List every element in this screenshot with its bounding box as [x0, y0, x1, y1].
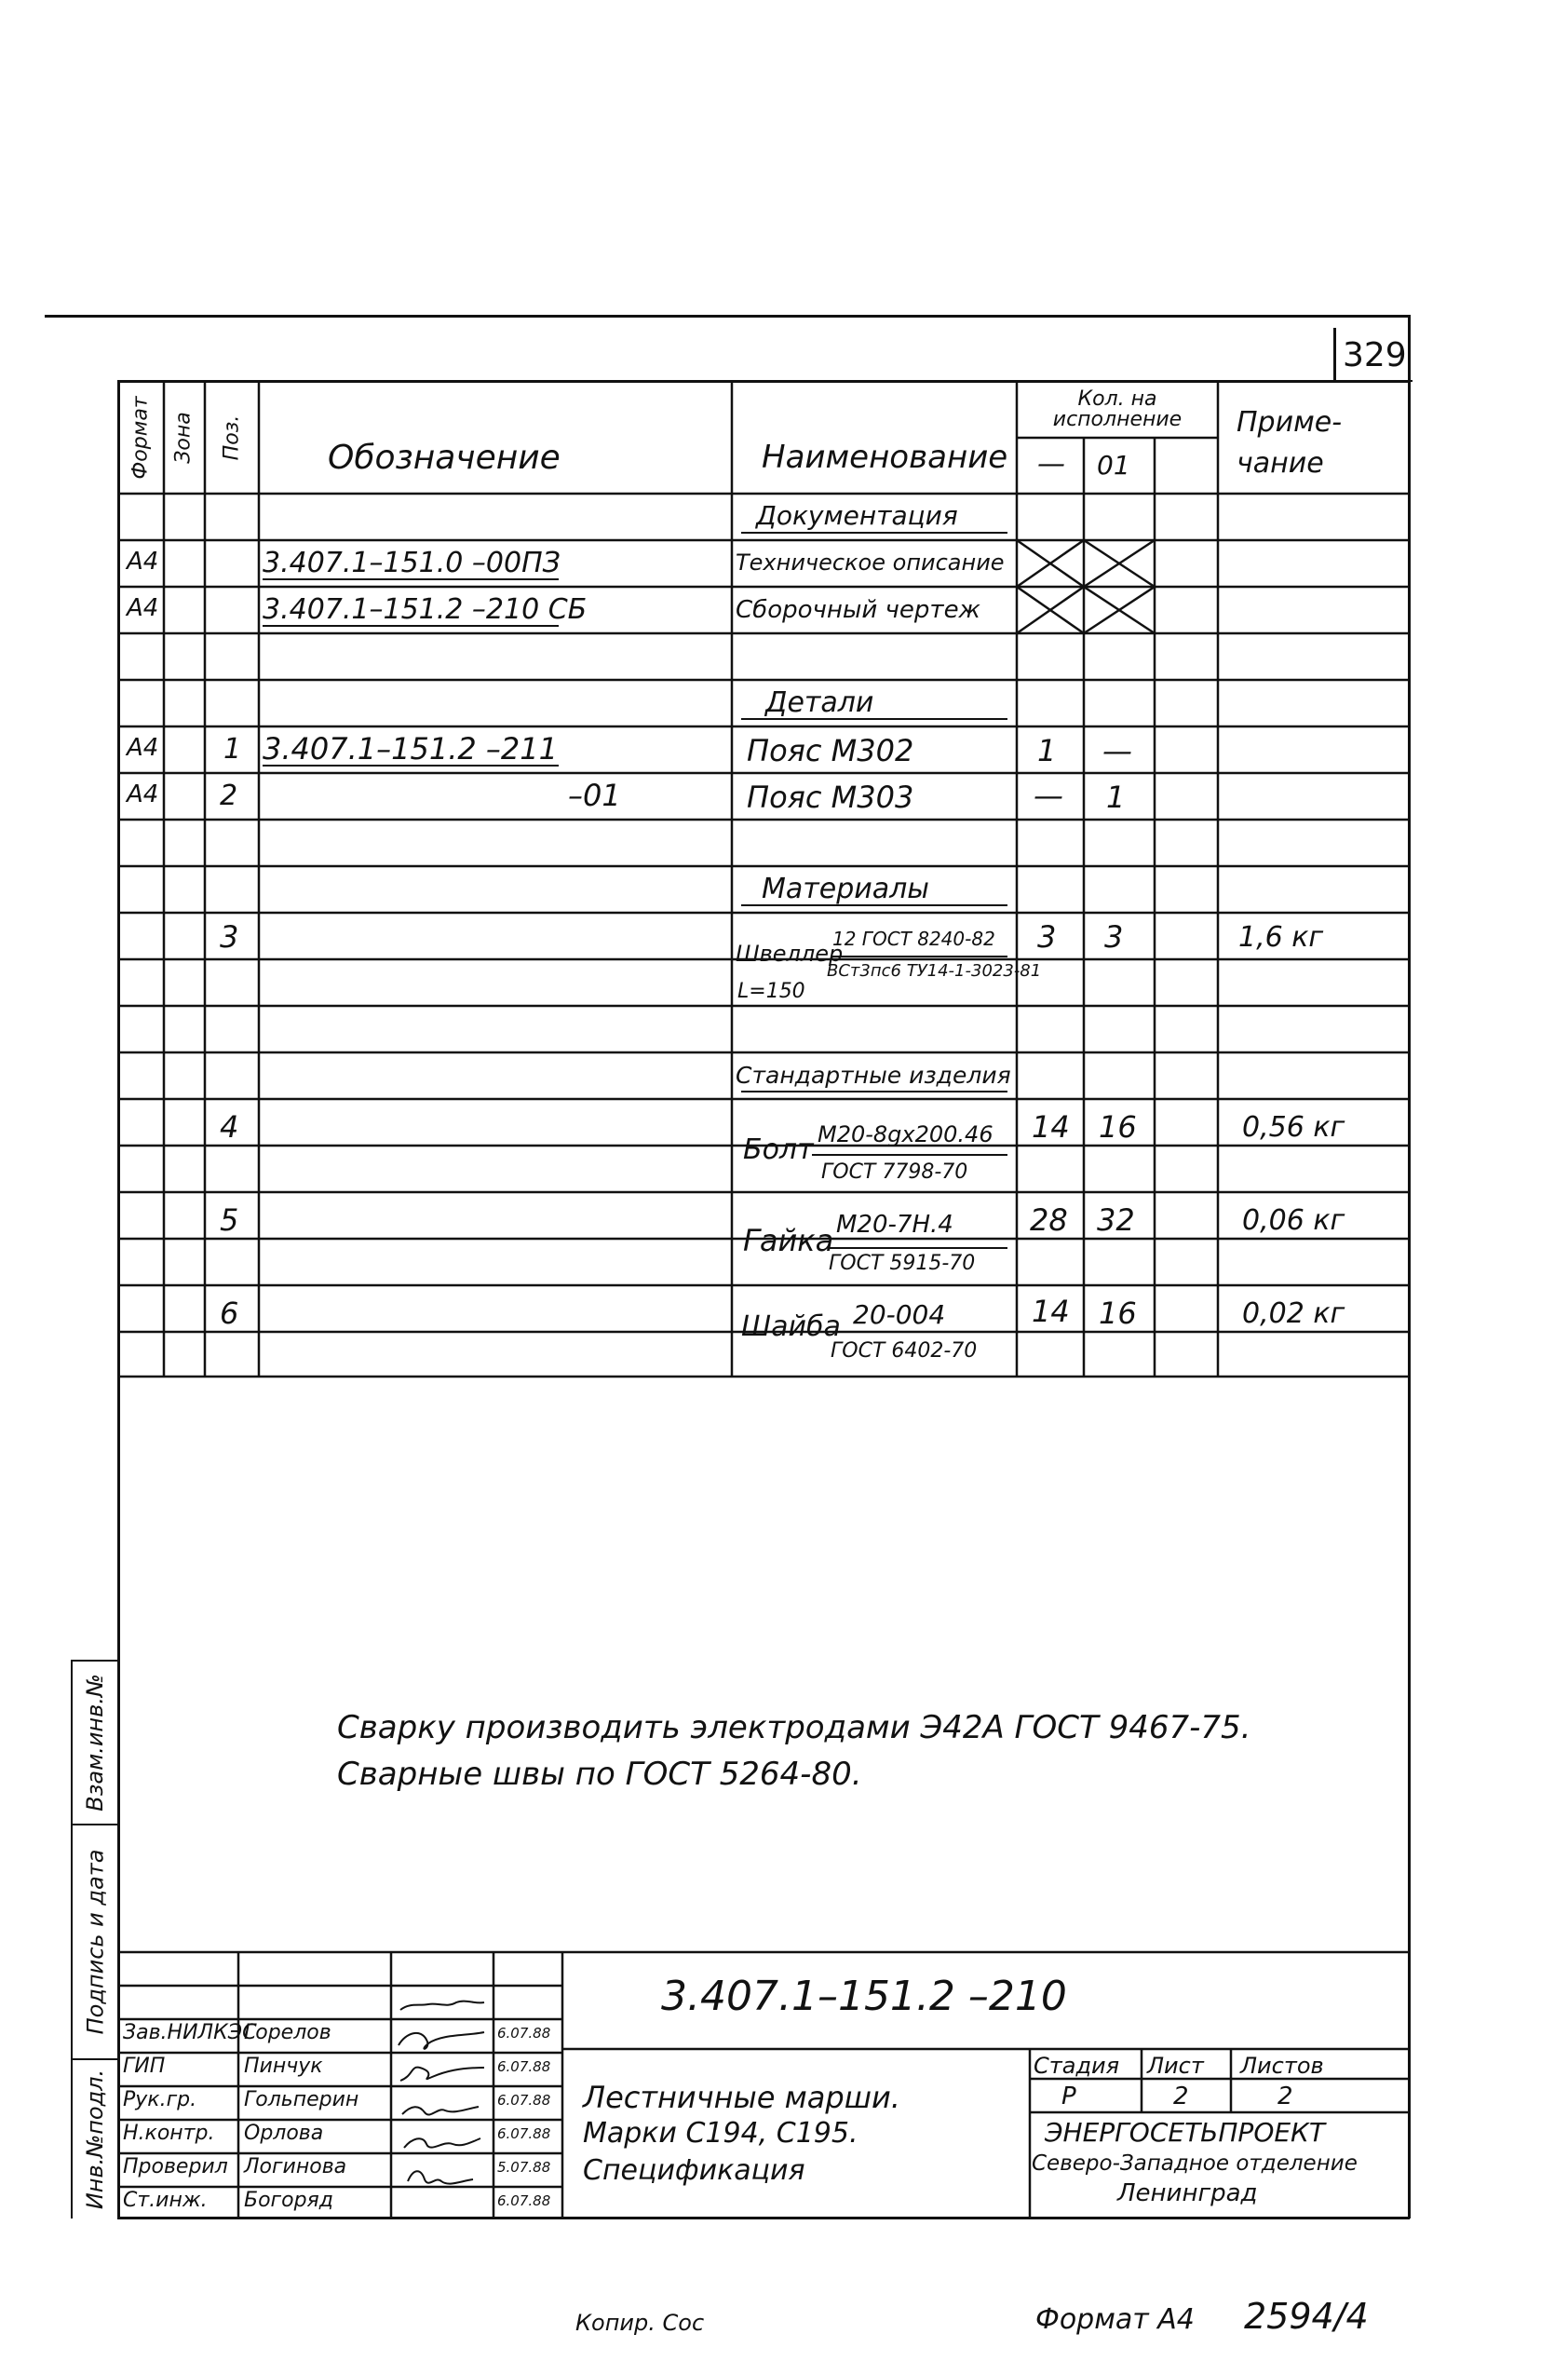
signer-name-2: Пинчук	[244, 2055, 323, 2078]
sheet-number: 329	[1343, 336, 1407, 374]
note-welding-seams: Сварные швы по ГОСТ 5264-80.	[337, 1756, 862, 1793]
org-name: ЭНЕРГОСЕТЬПРОЕКТ	[1045, 2117, 1326, 2148]
sheets-value: 2	[1277, 2083, 1293, 2110]
stage-label: Стадия	[1034, 2053, 1120, 2079]
section-details: Детали	[765, 686, 874, 719]
row4-q2: 1	[1106, 780, 1126, 815]
signer-date-1: 6.07.88	[497, 2025, 551, 2042]
header-name: Наименование	[762, 439, 1008, 476]
row5-name-top: 12 ГОСТ 8240-82	[832, 928, 995, 950]
signature-6	[408, 2171, 473, 2183]
footer-archive: 2594/4	[1244, 2296, 1369, 2337]
row4-designation: –01	[568, 778, 621, 813]
org-division: Северо-Западное отделение	[1032, 2151, 1358, 2176]
signer-role-2: ГИП	[123, 2055, 166, 2078]
row6-name-top: М20-8gх200.46	[818, 1121, 994, 1147]
row5-name: Швеллер	[736, 941, 844, 967]
title-block-code: 3.407.1–151.2 –210	[661, 1973, 1067, 2020]
row4-format: А4	[127, 780, 159, 808]
signer-role-6: Ст.инж.	[123, 2189, 208, 2212]
row4-pos: 2	[220, 780, 238, 812]
footer-copied: Копир. Сос	[575, 2310, 705, 2336]
row1-designation: 3.407.1–151.0 –00ПЗ	[263, 547, 561, 579]
header-format: Формат	[129, 396, 154, 480]
signer-role-1: Зав.НИЛКЭС	[123, 2021, 257, 2044]
row7-q2: 32	[1097, 1202, 1135, 1238]
sheets-label: Листов	[1240, 2053, 1324, 2079]
row1-format: А4	[127, 548, 159, 576]
signer-name-4: Орлова	[244, 2122, 324, 2145]
row3-pos: 1	[223, 733, 242, 766]
signer-name-6: Богоряд	[244, 2189, 333, 2212]
signer-date-6: 6.07.88	[497, 2192, 551, 2209]
signer-date-4: 6.07.88	[497, 2125, 551, 2142]
row2-name: Сборочный чертеж	[736, 596, 980, 624]
row7-pos: 5	[220, 1202, 239, 1238]
row4-q1: —	[1034, 778, 1063, 813]
row8-name-top: 20-004	[853, 1299, 946, 1330]
row5-note: 1,6 кг	[1238, 921, 1324, 954]
row4-name: Пояс М303	[747, 780, 914, 815]
note-welding-electrodes: Сварку производить электродами Э42А ГОСТ 9467-75.	[337, 1709, 1251, 1746]
signature-3	[400, 2068, 484, 2081]
row8-q2: 16	[1099, 1296, 1137, 1331]
row7-name-top: М20-7Н.4	[836, 1211, 953, 1239]
header-pos: Поз.	[219, 414, 243, 461]
row8-pos: 6	[220, 1296, 239, 1331]
title-line-3: Спецификация	[583, 2154, 805, 2187]
row6-q2: 16	[1099, 1109, 1137, 1145]
row8-q1: 14	[1032, 1294, 1070, 1329]
side-label-sign-date: Подпись и дата	[82, 1849, 109, 2035]
section-materials: Материалы	[762, 873, 929, 905]
header-zone: Зона	[172, 412, 196, 464]
header-qty-group: Кол. на исполнение	[1052, 387, 1183, 431]
signature-5	[404, 2138, 480, 2148]
stage-value: Р	[1061, 2083, 1076, 2110]
row5-name-sub: L=150	[737, 980, 805, 1003]
row5-q1: 3	[1037, 919, 1057, 955]
row3-name: Пояс М302	[747, 733, 914, 768]
signature-4	[402, 2107, 479, 2115]
row8-note: 0,02 кг	[1242, 1297, 1345, 1330]
row5-q2: 3	[1104, 919, 1124, 955]
row3-designation: 3.407.1–151.2 –211	[263, 731, 558, 767]
org-city: Ленинград	[1117, 2179, 1258, 2207]
row6-q1: 14	[1032, 1109, 1070, 1145]
row3-q1: 1	[1037, 733, 1057, 768]
header-designation: Обозначение	[328, 439, 561, 477]
signer-role-4: Н.контр.	[123, 2122, 215, 2145]
signer-date-5: 5.07.88	[497, 2159, 551, 2176]
header-note: Приме-чание	[1237, 406, 1343, 480]
signer-date-2: 6.07.88	[497, 2058, 551, 2075]
row6-pos: 4	[220, 1109, 239, 1145]
signature-1	[400, 2001, 484, 2010]
side-label-inv-orig: Инв.№подл.	[82, 2069, 109, 2210]
row3-format: А4	[127, 734, 159, 762]
title-line-2: Марки С194, С195.	[583, 2117, 858, 2150]
row7-q1: 28	[1030, 1202, 1068, 1238]
side-label-inv-replace: Взам.инв.№	[82, 1674, 109, 1811]
row8-name: Шайба	[741, 1310, 841, 1343]
row1-name: Техническое описание	[736, 550, 1005, 576]
row5-pos: 3	[220, 919, 239, 955]
section-documentation: Документация	[756, 500, 958, 531]
row7-note: 0,06 кг	[1242, 1204, 1345, 1237]
row2-format: А4	[127, 594, 159, 622]
row3-q2: —	[1102, 733, 1132, 768]
signer-name-1: Горелов	[244, 2021, 331, 2044]
signer-date-3: 6.07.88	[497, 2092, 551, 2109]
row2-designation: 3.407.1–151.2 –210 СБ	[263, 593, 588, 626]
title-line-1: Лестничные марши.	[583, 2080, 900, 2115]
signer-name-5: Логинова	[244, 2155, 347, 2178]
section-standard: Стандартные изделия	[736, 1062, 1011, 1089]
header-qty-col2: 01	[1097, 450, 1130, 481]
row6-note: 0,56 кг	[1242, 1111, 1345, 1144]
footer-format: Формат А4	[1035, 2303, 1195, 2336]
row6-name-bot: ГОСТ 7798-70	[821, 1160, 968, 1184]
signer-role-3: Рук.гр.	[123, 2088, 197, 2111]
sheet-value: 2	[1173, 2083, 1189, 2110]
row6-name: Болт	[743, 1133, 814, 1166]
sheet-label: Лист	[1147, 2053, 1204, 2079]
header-qty-col1: —	[1037, 448, 1065, 481]
row5-name-bot: ВСт3пс6 ТУ14-1-3023-81	[827, 961, 1042, 981]
signer-role-5: Проверил	[123, 2155, 228, 2178]
signer-name-3: Гольперин	[244, 2088, 359, 2111]
row7-name-bot: ГОСТ 5915-70	[829, 1252, 976, 1275]
row8-name-bot: ГОСТ 6402-70	[831, 1339, 978, 1363]
row7-name: Гайка	[743, 1223, 834, 1258]
signature-2	[399, 2032, 484, 2049]
